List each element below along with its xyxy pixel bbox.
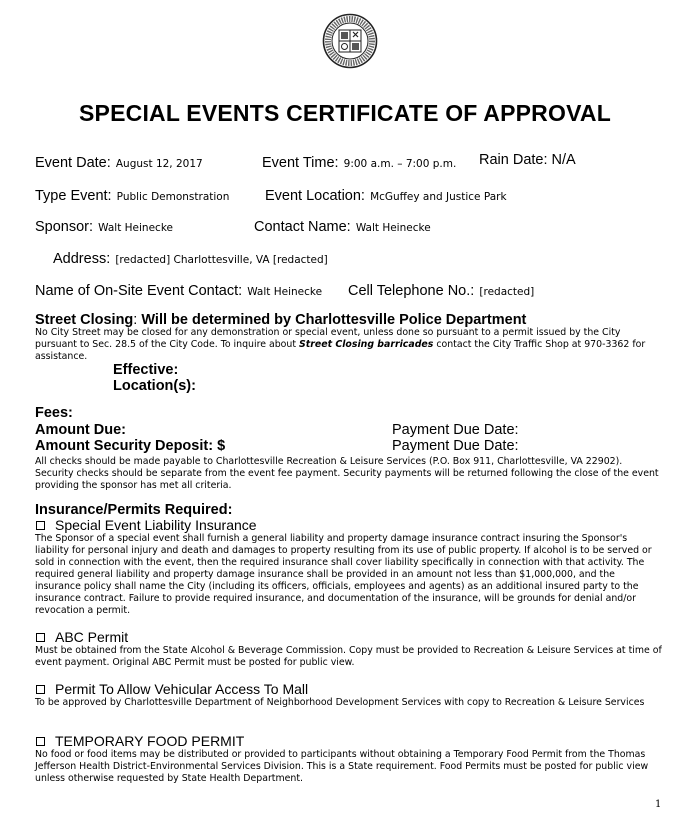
street-closing-heading: Street Closing: Will be determined by Charlottesville Police Department: [35, 312, 527, 328]
onsite-contact-label: Name of On-Site Event Contact:: [35, 283, 243, 299]
type-event-value: Public Demonstration: [116, 191, 230, 203]
insurance-heading: Insurance/Permits Required:: [35, 502, 233, 518]
insurance-item-title: Special Event Liability Insurance: [55, 517, 257, 533]
payment-due-date-label: Payment Due Date:: [392, 422, 519, 438]
checkbox-icon: [36, 685, 45, 694]
type-event-label: Type Event:: [35, 188, 112, 204]
security-payment-due-date-label: Payment Due Date:: [392, 438, 519, 454]
insurance-item-vehicular-access: [35, 681, 308, 697]
event-date-label: Event Date:: [35, 155, 111, 171]
fees-body: All checks should be made payable to Charlottesville Recreation & Leisure Services (P.O. Box 911, Charlottesville, VA 22902). Security checks should be separate from the event fee payment. Security payments will be returned following the close of the event providing the sponsor has met all criteria.: [35, 456, 659, 491]
security-deposit-label: Amount Security Deposit: $: [35, 438, 226, 454]
insurance-item-title: ABC Permit: [55, 629, 129, 645]
insurance-item-title: TEMPORARY FOOD PERMIT: [55, 733, 245, 749]
address-value: [redacted] Charlottesville, VA [redacted]: [115, 254, 328, 266]
onsite-contact-value: Walt Heinecke: [247, 286, 323, 298]
street-closing-value: Will be determined by Charlottesville Police Department: [141, 312, 527, 328]
onsite-contact-row: [35, 280, 322, 299]
contact-name-value: Walt Heinecke: [355, 222, 431, 234]
amount-due-label: Amount Due:: [35, 422, 127, 438]
page-number: 1: [655, 799, 662, 810]
street-closing-label: Street Closing: [35, 312, 134, 328]
fees-heading: Fees:: [35, 405, 73, 421]
address-row: [53, 248, 328, 267]
checkbox-icon: [36, 633, 45, 642]
checkbox-icon: [36, 521, 45, 530]
street-closing-barricades-text: Street Closing barricades: [299, 339, 434, 350]
insurance-item-body: The Sponsor of a special event shall furnish a general liability and property damage insurance contract insuring the Sponsor's liability for personal injury and death and damages to property resulting from its use of public property. If alcohol is to be served or sold in connection with the event, then the required insurance shall cover liability specifically in connection with that activity. The required general liability and property damage insurance shall be provided in an amount not less than $1,000,000, and the insurance policy shall name the City (including its officers, officials, employees and agents) as an additional insured party to the insurance contract. Failure to provide required insurance, and documentation of the insurance, will be grounds for denial and/or revocation a permit.: [35, 533, 652, 616]
event-time-label: Event Time:: [262, 155, 339, 171]
street-closing-text-2: contact the City Traffic Shop at 970-3362 for assistance.: [35, 339, 646, 362]
insurance-item-body: To be approved by Charlottesville Department of Neighborhood Development Services with copy to Recreation & Leisure Services: [35, 697, 645, 708]
sponsor-row: [35, 216, 173, 235]
event-location-row: [265, 185, 507, 204]
sponsor-label: Sponsor:: [35, 219, 94, 235]
insurance-item-body: Must be obtained from the State Alcohol & Beverage Commission. Copy must be provided to Recreation & Leisure Services at time of event payment. Original ABC Permit must be posted for public view.: [35, 645, 662, 668]
page-title: SPECIAL EVENTS CERTIFICATE OF APPROVAL: [79, 100, 611, 126]
event-time-value: 9:00 a.m. – 7:00 p.m.: [343, 158, 457, 170]
insurance-item-abc-permit: [35, 629, 128, 645]
rain-date: Rain Date: N/A: [479, 152, 576, 168]
contact-name-label: Contact Name:: [254, 219, 351, 235]
cell-telephone-value: [redacted]: [479, 286, 535, 298]
contact-name-row: [254, 216, 431, 235]
city-seal-logo: [322, 13, 378, 69]
event-date-row: [35, 152, 203, 171]
street-closing-text-1: No City Street may be closed for any demonstration or special event, unless done so pursuant to a permit issued by the City pursuant to Sec. 28.5 of the City Code. To inquire about: [35, 327, 621, 350]
locations-label: Location(s):: [113, 378, 196, 394]
insurance-item-body: No food or food items may be distributed or provided to participants without obtaining a Temporary Food Permit from the Thomas Jefferson Health District-Environmental Services Division. This is a State requirement. Food Permits must be posted for public view unless otherwise requested by State Health Department.: [35, 749, 649, 784]
event-date-value: August 12, 2017: [115, 158, 203, 170]
insurance-item-liability: [35, 517, 257, 533]
sponsor-value: Walt Heinecke: [98, 222, 173, 234]
insurance-item-food-permit: [35, 733, 244, 749]
street-closing-body: [35, 327, 663, 363]
event-time-row: [262, 152, 456, 171]
event-location-value: McGuffey and Justice Park: [370, 191, 507, 203]
event-location-label: Event Location:: [265, 188, 365, 204]
effective-label: Effective:: [113, 362, 179, 378]
address-label: Address:: [53, 251, 111, 267]
insurance-item-title: Permit To Allow Vehicular Access To Mall: [55, 681, 309, 697]
type-event-row: [35, 185, 229, 204]
cell-telephone-row: [348, 280, 534, 299]
checkbox-icon: [36, 737, 45, 746]
cell-telephone-label: Cell Telephone No.:: [348, 283, 475, 299]
